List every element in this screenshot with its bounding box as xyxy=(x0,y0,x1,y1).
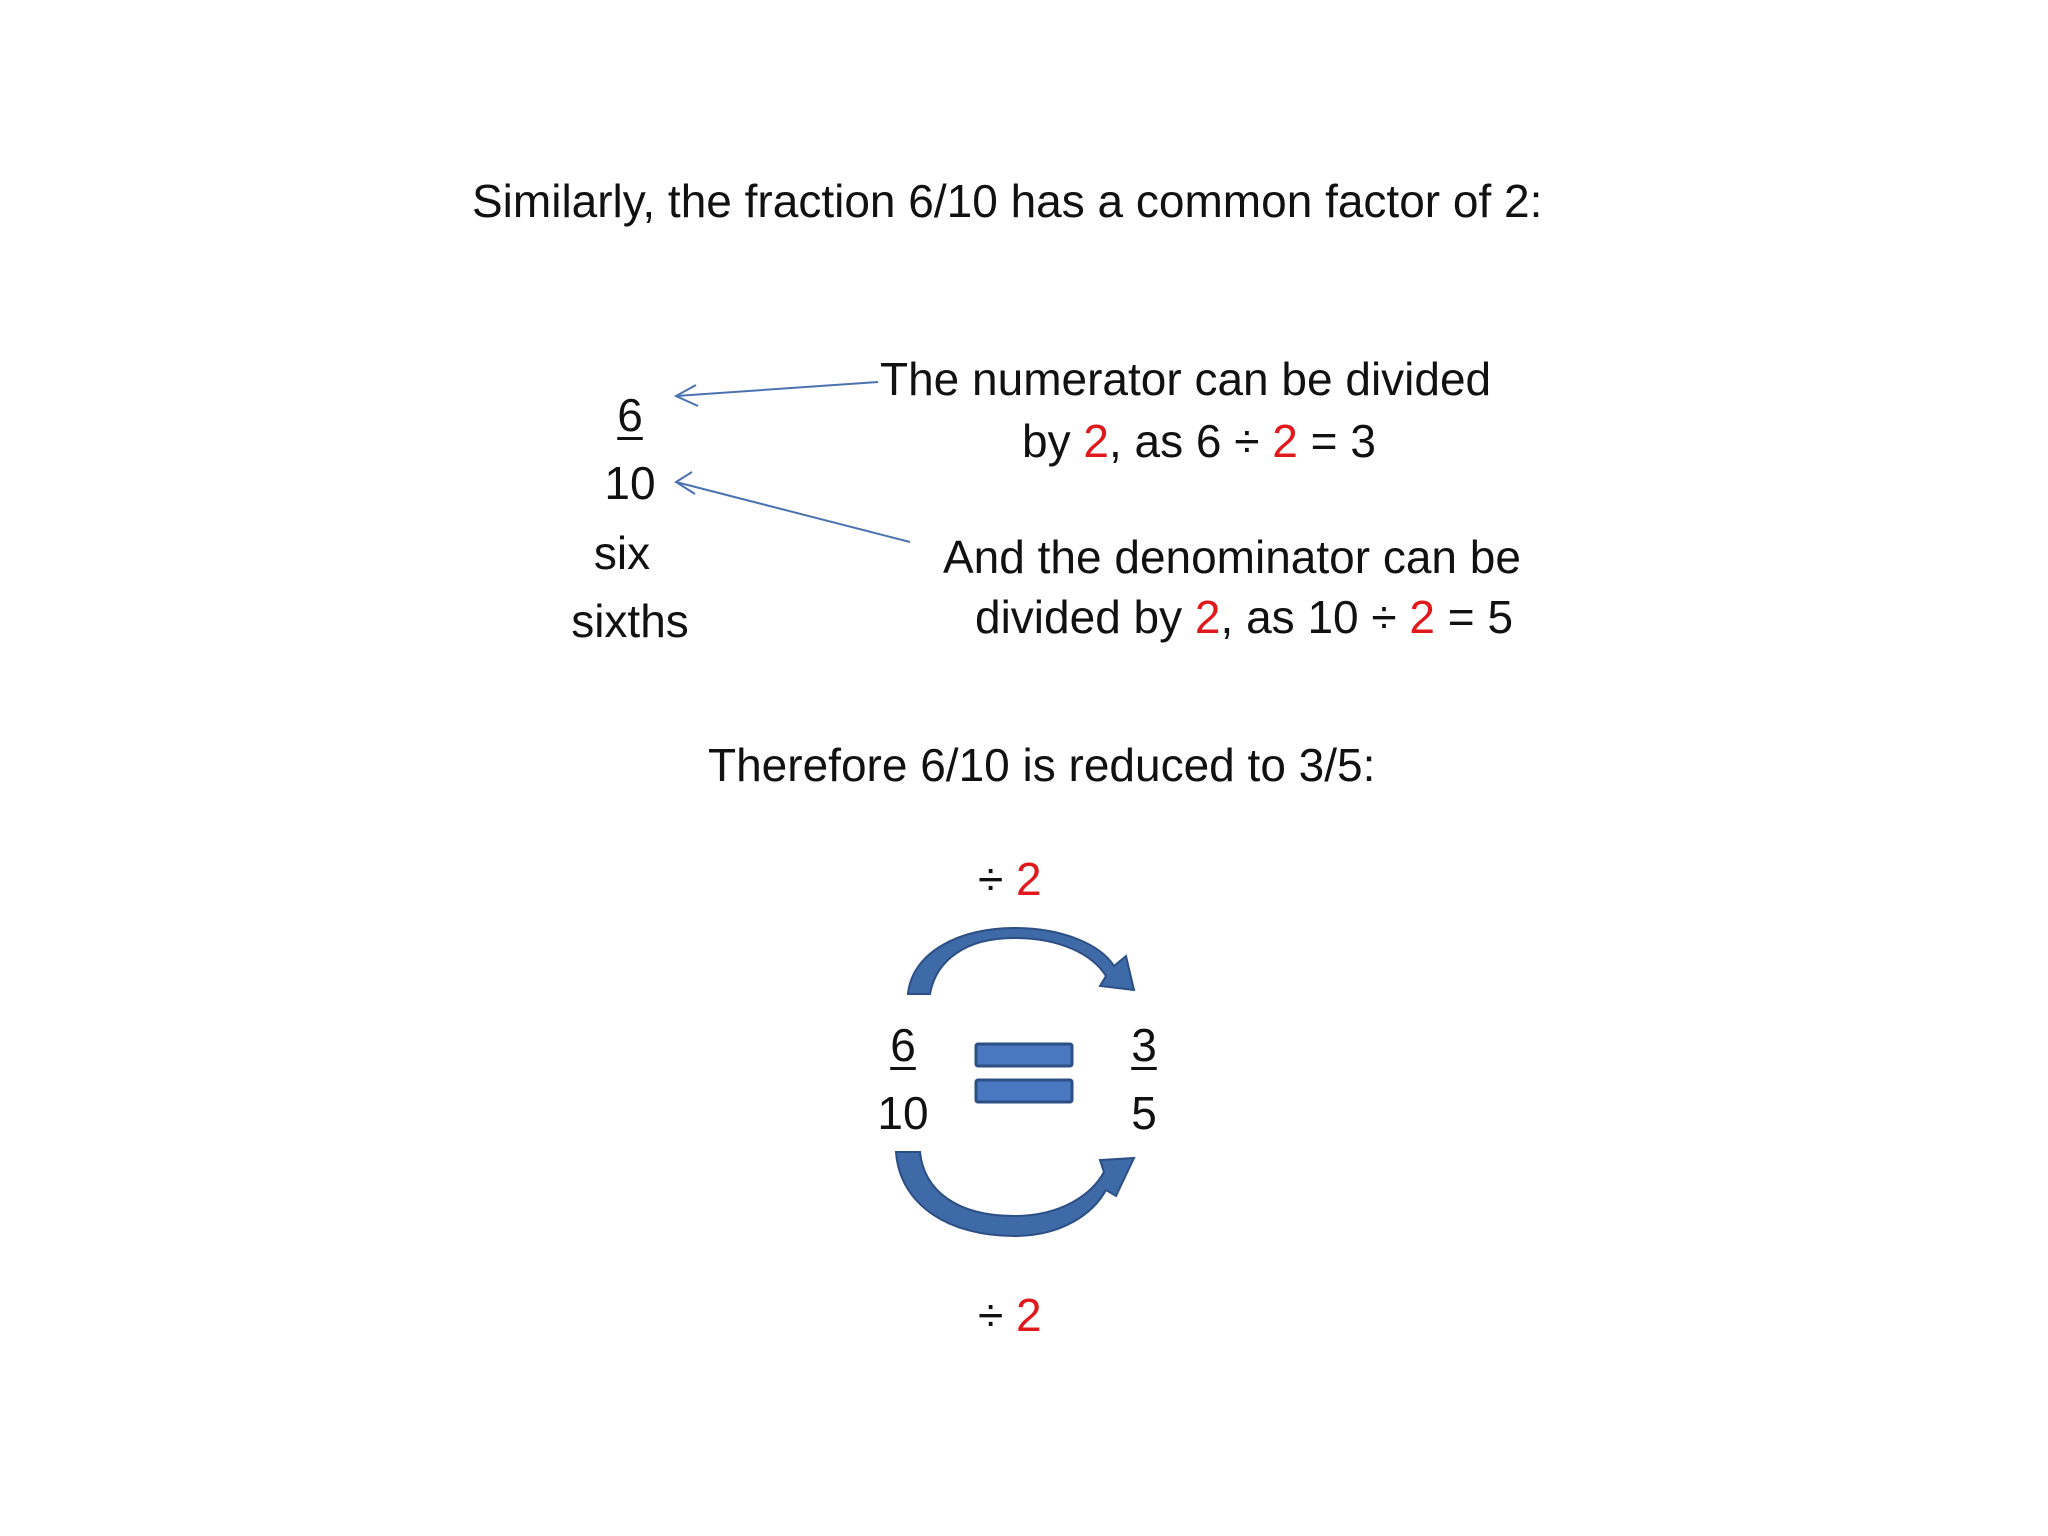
equals-sign xyxy=(976,1044,1072,1102)
fraction-word-six: six xyxy=(593,527,651,579)
denominator-note-by: divided by xyxy=(975,591,1195,643)
top-divide-op: ÷ xyxy=(978,853,1017,905)
top-curved-arrow xyxy=(908,928,1134,994)
numerator-note-factor2: 2 xyxy=(1272,415,1298,467)
pointer-arrow-numerator xyxy=(676,382,878,406)
left-fraction-numerator: 6 xyxy=(890,1019,916,1071)
fraction-denominator: 10 xyxy=(604,457,656,509)
conclusion: Therefore 6/10 is reduced to 3/5: xyxy=(708,739,1376,791)
denominator-note-result: = 5 xyxy=(1435,591,1514,643)
denominator-note-line1: And the denominator can be xyxy=(943,531,1521,583)
right-fraction-numerator: 3 xyxy=(1131,1019,1157,1071)
numerator-note-result: = 3 xyxy=(1297,415,1376,467)
fraction-word-sixths: sixths xyxy=(571,595,689,647)
denominator-note-factor2: 2 xyxy=(1409,591,1436,643)
numerator-note-factor: 2 xyxy=(1083,415,1109,467)
denominator-note-as: , as 10 ÷ xyxy=(1220,591,1410,643)
top-divide-factor: 2 xyxy=(1016,853,1042,905)
pointer-arrow-denominator xyxy=(676,472,910,542)
heading: Similarly, the fraction 6/10 has a common factor of 2: xyxy=(472,175,1543,227)
denominator-note-factor: 2 xyxy=(1194,591,1221,643)
bottom-divide-factor: 2 xyxy=(1016,1289,1042,1341)
left-fraction-denominator: 10 xyxy=(877,1087,929,1139)
bottom-divide-op: ÷ xyxy=(978,1289,1017,1341)
bottom-curved-arrow xyxy=(896,1152,1134,1236)
fraction-numerator: 6 xyxy=(617,389,643,441)
numerator-note-line1: The numerator can be divided xyxy=(880,353,1492,405)
right-fraction-denominator: 5 xyxy=(1131,1087,1157,1139)
numerator-note-as: , as 6 ÷ xyxy=(1108,415,1273,467)
numerator-note-by: by xyxy=(1022,415,1084,467)
